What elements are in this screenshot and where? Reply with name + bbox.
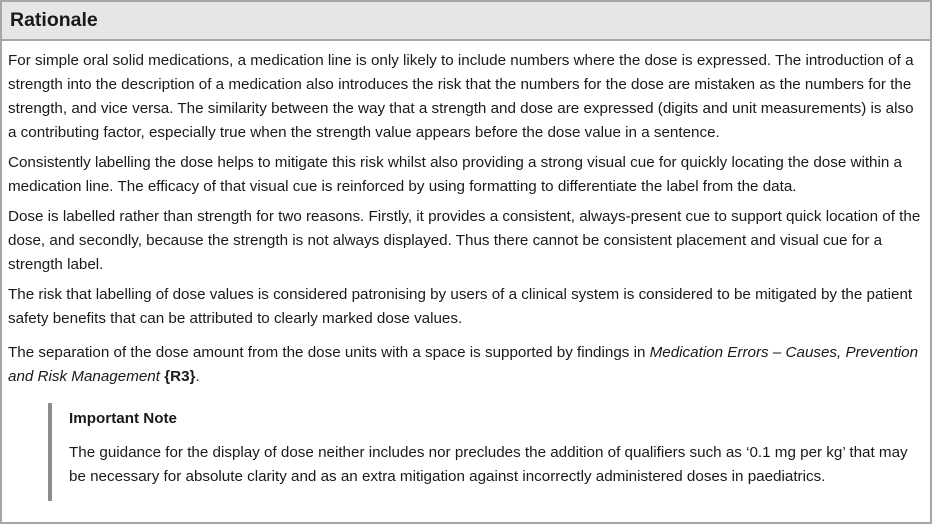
- paragraph-dose-unit-separation: [8, 341, 922, 389]
- paragraph-strength-dose-risk: For simple oral solid medications, a medication line is only likely to include numbers where the dose is expressed. The introduction of a strength into the description of a medication also introduces the risk that the numbers for the dose are mistaken as the numbers for the strength, and vice versa. The similarity between the way that a strength and dose are expressed (digits and unit measurements) is also a contributing factor, especially true when the strength value appears before the dose value in a sentence.: [8, 52, 914, 141]
- paragraph-patronising-risk: The risk that labelling of dose values is considered patronising by users of a clinical system is considered to be mitigated by the patient safety benefits that can be attributed to clearly marked dose values.: [8, 286, 913, 327]
- reference-id: {R3}: [164, 368, 196, 385]
- panel-header: [2, 2, 930, 41]
- important-note-callout: [48, 403, 922, 501]
- panel-body: [2, 41, 930, 501]
- citation-end: .: [195, 368, 200, 385]
- note-title: Important Note: [69, 410, 177, 427]
- citation-lead-text: The separation of the dose amount from the dose units with a space is supported by findings in: [8, 344, 650, 361]
- paragraph-dose-labelled: Dose is labelled rather than strength for two reasons. Firstly, it provides a consistent, always-present cue to support quick location of the dose, and secondly, because the strength is not always displayed. Thus there cannot be consistent placement and visual cue for a strength label.: [8, 208, 921, 273]
- paragraph-visual-cue: Consistently labelling the dose helps to mitigate this risk whilst also providing a strong visual cue for quickly locating the dose within a medication line. The efficacy of that visual cue is reinforced by using formatting to differentiate the label from the data.: [8, 154, 902, 195]
- reference-title: Medication Errors – Causes, Prevention and Risk Management: [8, 344, 919, 385]
- section-title: Rationale: [10, 9, 98, 31]
- note-text: The guidance for the display of dose neither includes nor precludes the addition of qualifiers such as ‘0.1 mg per kg’ that may be necessary for absolute clarity and as an extra mitigation against incorrectly administered doses in paediatrics.: [69, 444, 908, 485]
